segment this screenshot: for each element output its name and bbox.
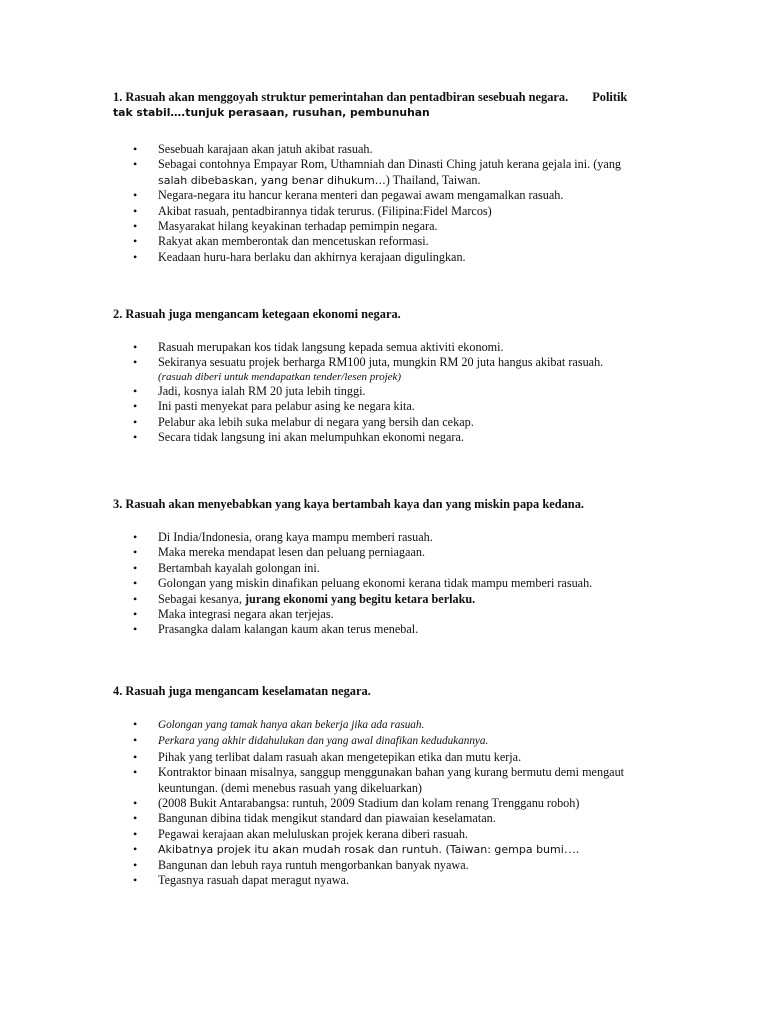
list-item-text: Rakyat akan memberontak dan mencetuskan reformasi. — [158, 234, 429, 249]
list-item-text: Di India/Indonesia, orang kaya mampu memberi rasuah. — [158, 530, 433, 544]
list-item-text: Masyarakat hilang keyakinan terhadap pemimpin negara. — [158, 219, 438, 234]
section-2 — [113, 306, 673, 445]
list-item — [113, 811, 673, 826]
list-item-text: Bertambah kayalah golongan ini. — [158, 560, 320, 575]
list-item — [113, 355, 673, 370]
list-item-text: Sebagai kesanya, — [158, 591, 245, 606]
list-item — [113, 530, 673, 545]
list-item — [113, 607, 673, 622]
section-4-list — [113, 717, 673, 888]
list-item-text: Secara tidak langsung ini akan melumpuhkan ekonomi negara. — [158, 430, 464, 445]
list-item-text: Prasangka dalam kalangan kaum akan terus menebal. — [158, 622, 419, 637]
list-item — [113, 592, 673, 607]
list-item — [113, 415, 673, 430]
list-item-text: Ini pasti menyekat para pelabur asing ke negara kita. — [158, 399, 415, 414]
section-2-heading: 2. Rasuah juga mengancam ketegaan ekonomi negara. — [113, 307, 401, 321]
section-1-heading-tail: Politik — [592, 90, 628, 104]
list-item — [113, 622, 673, 637]
list-item-text: Tegasnya rasuah dapat meragut nyawa. — [158, 873, 350, 888]
section-3-heading: 3. Rasuah akan menyebabkan yang kaya bertambah kaya dan yang miskin papa kedana. — [113, 497, 584, 511]
list-item — [113, 430, 673, 445]
list-item — [113, 561, 673, 576]
section-1-heading — [113, 89, 673, 121]
list-item-text: Golongan yang miskin dinafikan peluang ekonomi kerana tidak mampu memberi rasuah. — [158, 576, 593, 591]
list-item-text: keuntungan. (demi menebus rasuah yang dikeluarkan) — [158, 780, 422, 795]
list-item — [113, 234, 673, 249]
list-item — [113, 733, 673, 749]
list-item-emphasis: jurang ekonomi yang begitu ketara berlaku. — [244, 591, 476, 606]
list-item — [113, 399, 673, 414]
section-2-note: (rasuah diberi untuk mendapatkan tender/lesen projek) — [158, 370, 402, 383]
list-item — [113, 204, 673, 219]
list-item-text: ) Thailand, Taiwan — [385, 172, 478, 187]
list-item — [113, 765, 673, 796]
list-item-text: . — [477, 172, 481, 187]
list-item-text: Jadi, kosnya ialah RM 20 juta lebih tinggi. — [158, 383, 366, 398]
section-1 — [113, 89, 673, 265]
list-item — [113, 858, 673, 873]
list-item-text: Perkara yang akhir didahulukan dan yang awal dinafikan kedudukannya. — [158, 735, 489, 748]
list-item — [113, 576, 673, 591]
list-item-text: Sesebuah karajaan akan jatuh akibat rasuah. — [158, 142, 373, 156]
list-item — [113, 827, 673, 842]
list-item-text: . (Taiwan: gempa bumi — [438, 843, 564, 857]
section-4 — [113, 683, 673, 888]
list-item-text: Sekiranya sesuatu projek berharga RM100 juta, mungkin RM 20 juta hangus akibat rasuah. — [158, 355, 604, 370]
list-item — [113, 157, 673, 188]
list-item-text: Akibat rasuah, pentadbirannya tidak terurus. (Filipina:Fidel Marcos) — [158, 203, 492, 218]
list-item-text: Maka integrasi negara akan terjejas. — [158, 607, 334, 622]
list-item-text: Sebagai contohnya Empayar Rom, Uthamniah dan Dinasti Ching jatuh kerana gejala ini. (yang — [158, 157, 622, 172]
list-item — [113, 250, 673, 265]
list-item-text: Bangunan dan lebuh raya runtuh mengorbankan banyak nyawa. — [158, 857, 469, 872]
section-3 — [113, 496, 673, 638]
list-item-text: Keadaan huru-hara berlaku dan akhirnya kerajaan digulingkan. — [158, 249, 466, 264]
list-item-text: …. — [563, 842, 580, 857]
list-item — [113, 796, 673, 811]
section-1-subheading: tak stabil….tunjuk perasaan, rusuhan, pembunuhan — [113, 106, 430, 119]
list-item — [113, 188, 673, 203]
list-item-text: salah dibebaskan, yang benar dihukum… — [158, 173, 386, 187]
list-item-text: Pelabur aka lebih suka melabur di negara yang bersih dan cekap. — [158, 414, 474, 429]
section-4-heading: 4. Rasuah juga mengancam keselamatan negara. — [113, 684, 371, 698]
section-1-heading-text: 1. Rasuah akan menggoyah struktur pemerintahan dan pentadbiran sesebuah negara. — [113, 90, 569, 104]
list-item-text: Akibatnya projek itu akan mudah rosak dan runtuh — [158, 843, 439, 857]
list-item — [113, 750, 673, 765]
section-2-list — [113, 340, 673, 371]
list-item-text: (2008 Bukit Antarabangsa: runtuh, 2009 Stadium dan kolam renang Trengganu roboh) — [158, 796, 580, 811]
section-1-list — [113, 142, 673, 265]
list-item — [113, 142, 673, 157]
list-item — [113, 873, 673, 888]
section-2-list-continued — [113, 384, 673, 446]
list-item-text: Bangunan dibina tidak mengikut standard dan piawaian keselamatan. — [158, 811, 496, 826]
list-item — [113, 842, 673, 857]
list-item-text: Kontraktor binaan misalnya, sanggup menggunakan bahan yang kurang bermutu demi mengaut — [158, 765, 625, 780]
list-item-text: Golongan yang tamak hanya akan bekerja jika ada rasuah. — [158, 719, 425, 731]
list-item — [113, 340, 673, 355]
list-item — [113, 219, 673, 234]
list-item — [113, 384, 673, 399]
list-item-text: Negara-negara itu hancur kerana menteri dan pegawai awam mengamalkan rasuah. — [158, 188, 564, 203]
list-item-text: Maka mereka mendapat lesen dan peluang perniagaan. — [158, 545, 425, 560]
list-item — [113, 545, 673, 560]
list-item-text: Pihak yang terlibat dalam rasuah akan mengetepikan etika dan mutu kerja. — [158, 749, 522, 764]
list-item-text: Rasuah merupakan kos tidak langsung kepada semua aktiviti ekonomi. — [158, 340, 504, 354]
list-item-text: Pegawai kerajaan akan meluluskan projek kerana diberi rasuah. — [158, 826, 468, 841]
section-3-list — [113, 530, 673, 638]
list-item — [113, 717, 673, 733]
